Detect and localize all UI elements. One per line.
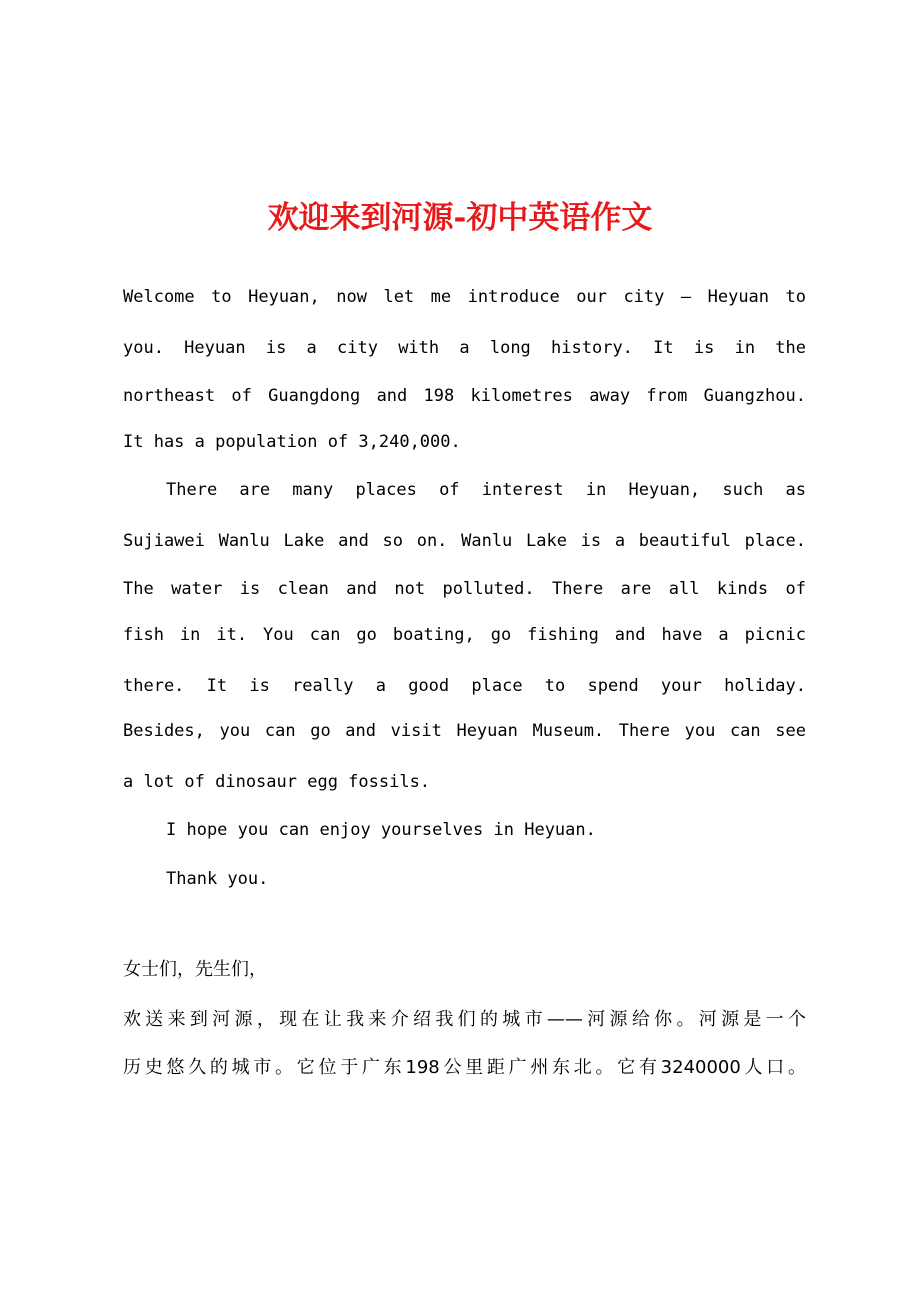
paragraph-2-line: a lot of dinosaur egg fossils. xyxy=(123,772,431,792)
paragraph-2-line: The water is clean and not polluted. There are all kinds of xyxy=(123,579,806,599)
paragraph-1-line: northeast of Guangdong and 198 kilometres away from Guangzhou. xyxy=(123,386,806,406)
paragraph-1-line: you. Heyuan is a city with a long history. It is in the xyxy=(123,338,806,358)
paragraph-3: I hope you can enjoy yourselves in Heyuan. xyxy=(166,820,596,840)
paragraph-2-line: fish in it. You can go boating, go fishing and have a picnic xyxy=(123,625,806,645)
paragraph-4: Thank you. xyxy=(166,869,269,889)
paragraph-2-line: Sujiawei Wanlu Lake and so on. Wanlu Lake is a beautiful place. xyxy=(123,531,806,551)
paragraph-1-line: It has a population of 3,240,000. xyxy=(123,432,461,452)
paragraph-2-line: Besides, you can go and visit Heyuan Museum. There you can see xyxy=(123,721,806,741)
document-title: 欢迎来到河源-初中英语作文 xyxy=(267,200,653,236)
paragraph-1-line: Welcome to Heyuan, now let me introduce our city — Heyuan to xyxy=(123,287,806,307)
chinese-line: 欢送来到河源，现在让我来介绍我们的城市——河源给你。河源是一个 xyxy=(123,1009,806,1030)
chinese-line: 历史悠久的城市。它位于广东198公里距广州东北。它有3240000人口。 xyxy=(123,1057,806,1078)
paragraph-2-line: There are many places of interest in Heyuan, such as xyxy=(166,480,806,500)
paragraph-2-line: there. It is really a good place to spend your holiday. xyxy=(123,676,806,696)
chinese-greeting: 女士们，先生们， xyxy=(123,959,267,980)
